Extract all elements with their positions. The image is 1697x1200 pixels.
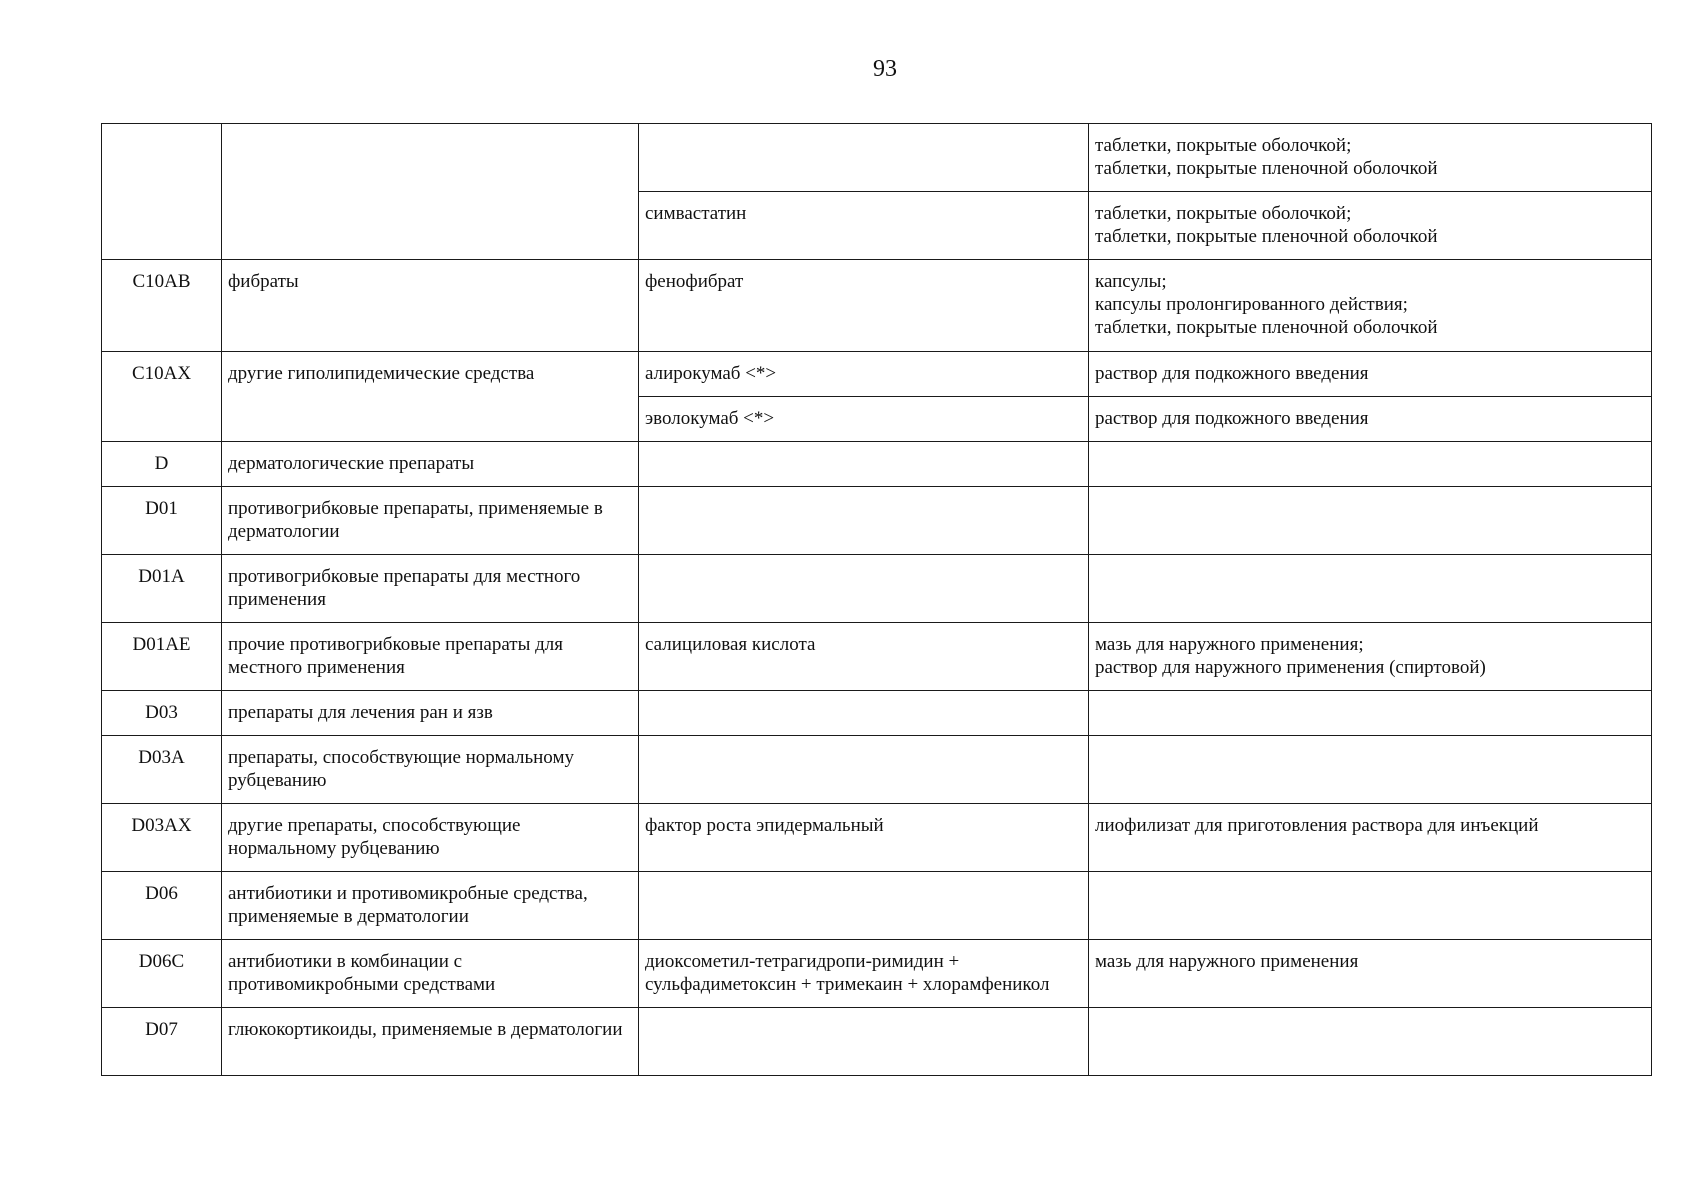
- atc-code-cell: D07: [102, 1008, 222, 1076]
- drug-name-cell: [639, 555, 1089, 623]
- drug-name-cell: салициловая кислота: [639, 623, 1089, 691]
- atc-code-cell: D03AX: [102, 804, 222, 872]
- table-row: [102, 940, 1652, 1008]
- drug-name-cell: [639, 872, 1089, 940]
- group-name-cell: противогрибковые препараты для местного применения: [222, 555, 639, 623]
- drug-name-cell: [639, 736, 1089, 804]
- atc-code-cell: D06: [102, 872, 222, 940]
- drug-name-cell: фактор роста эпидермальный: [639, 804, 1089, 872]
- group-name-cell: другие препараты, способствующие нормальному рубцеванию: [222, 804, 639, 872]
- atc-code-cell: D03: [102, 691, 222, 736]
- table-row: [102, 124, 1652, 192]
- dosage-form-cell: таблетки, покрытые оболочкой; таблетки, покрытые пленочной оболочкой: [1089, 192, 1652, 260]
- page-number: 93: [873, 56, 897, 82]
- drug-name-cell: [639, 487, 1089, 555]
- group-name-cell: прочие противогрибковые препараты для местного применения: [222, 623, 639, 691]
- group-name-cell: препараты для лечения ран и язв: [222, 691, 639, 736]
- dosage-form-cell: таблетки, покрытые оболочкой; таблетки, покрытые пленочной оболочкой: [1089, 124, 1652, 192]
- dosage-form-cell: [1089, 442, 1652, 487]
- drug-name-cell: [639, 1008, 1089, 1076]
- group-name-cell: противогрибковые препараты, применяемые в дерматологии: [222, 487, 639, 555]
- dosage-form-cell: [1089, 872, 1652, 940]
- dosage-form-cell: [1089, 691, 1652, 736]
- dosage-form-cell: раствор для подкожного введения: [1089, 397, 1652, 442]
- table-row: [102, 1008, 1652, 1076]
- table-row: [102, 872, 1652, 940]
- table-row: [102, 442, 1652, 487]
- table-row: [102, 487, 1652, 555]
- dosage-form-cell: мазь для наружного применения; раствор для наружного применения (спиртовой): [1089, 623, 1652, 691]
- group-name-cell: фибраты: [222, 260, 639, 352]
- drug-name-cell: [639, 691, 1089, 736]
- dosage-form-cell: [1089, 1008, 1652, 1076]
- medication-table: [101, 123, 1652, 1076]
- table-row: [102, 623, 1652, 691]
- atc-code-cell: D03A: [102, 736, 222, 804]
- drug-name-cell: эволокумаб <*>: [639, 397, 1089, 442]
- table-row: [102, 555, 1652, 623]
- dosage-form-cell: лиофилизат для приготовления раствора для инъекций: [1089, 804, 1652, 872]
- atc-code-cell: D06C: [102, 940, 222, 1008]
- group-name-cell: антибиотики и противомикробные средства, применяемые в дерматологии: [222, 872, 639, 940]
- atc-code-cell: D01AE: [102, 623, 222, 691]
- atc-code-cell: D01A: [102, 555, 222, 623]
- drug-name-cell: алирокумаб <*>: [639, 352, 1089, 397]
- group-name-cell: антибиотики в комбинации с противомикробными средствами: [222, 940, 639, 1008]
- atc-code-cell: [102, 124, 222, 260]
- table-row: [102, 736, 1652, 804]
- group-name-cell: глюкокортикоиды, применяемые в дерматологии: [222, 1008, 639, 1076]
- atc-code-cell: C10AX: [102, 352, 222, 442]
- drug-name-cell: симвастатин: [639, 192, 1089, 260]
- dosage-form-cell: [1089, 555, 1652, 623]
- table-row: [102, 260, 1652, 352]
- drug-name-cell: [639, 442, 1089, 487]
- table-row: [102, 352, 1652, 397]
- drug-name-cell: фенофибрат: [639, 260, 1089, 352]
- group-name-cell: [222, 124, 639, 260]
- group-name-cell: другие гиполипидемические средства: [222, 352, 639, 442]
- table-row: [102, 691, 1652, 736]
- dosage-form-cell: капсулы; капсулы пролонгированного действия; таблетки, покрытые пленочной оболочкой: [1089, 260, 1652, 352]
- dosage-form-cell: [1089, 487, 1652, 555]
- dosage-form-cell: раствор для подкожного введения: [1089, 352, 1652, 397]
- atc-code-cell: D: [102, 442, 222, 487]
- drug-name-cell: [639, 124, 1089, 192]
- group-name-cell: дерматологические препараты: [222, 442, 639, 487]
- group-name-cell: препараты, способствующие нормальному рубцеванию: [222, 736, 639, 804]
- drug-name-cell: диоксометил-тетрагидропи-римидин + сульфадиметоксин + тримекаин + хлорамфеникол: [639, 940, 1089, 1008]
- table-row: [102, 804, 1652, 872]
- dosage-form-cell: [1089, 736, 1652, 804]
- atc-code-cell: D01: [102, 487, 222, 555]
- dosage-form-cell: мазь для наружного применения: [1089, 940, 1652, 1008]
- atc-code-cell: C10AB: [102, 260, 222, 352]
